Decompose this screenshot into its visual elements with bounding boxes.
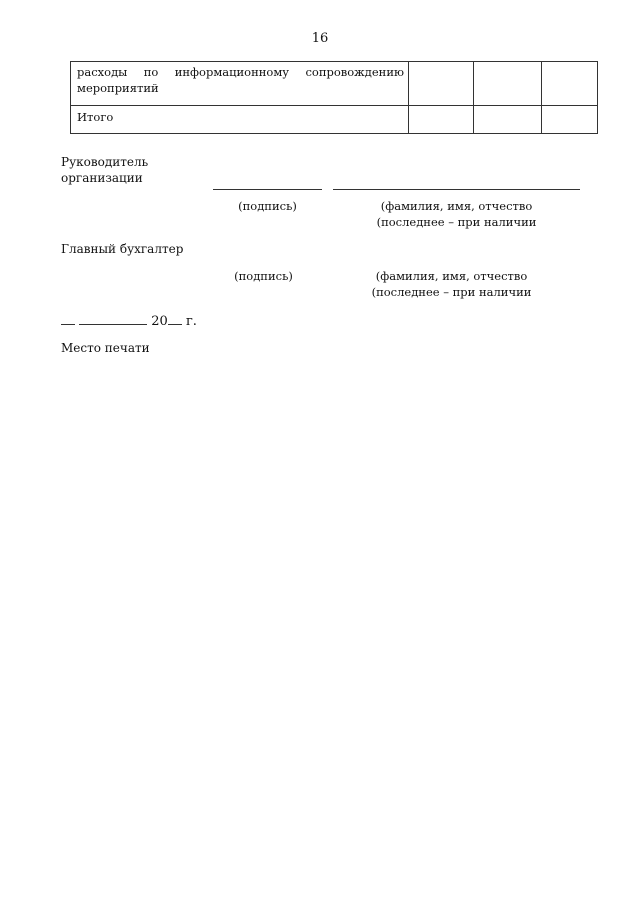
table-cell [409, 106, 474, 134]
accountant-name-caption [325, 268, 578, 300]
head-label-line2: организации [61, 171, 143, 185]
head-signature-line [213, 189, 322, 190]
date-line [61, 311, 197, 331]
table-cell-label: расходы по информационному сопровождению мероприятий [71, 62, 409, 106]
head-label-line1: Руководитель [61, 155, 149, 169]
date-year-prefix: 20 [151, 314, 168, 329]
head-label [61, 154, 148, 186]
stamp-label: Место печати [61, 341, 150, 355]
table-cell [409, 62, 474, 106]
head-name-caption-line1: (фамилия, имя, отчество [380, 199, 533, 213]
table-cell [474, 106, 542, 134]
date-year-suffix: г. [181, 314, 197, 329]
accountant-label: Главный бухгалтер [61, 242, 184, 256]
accountant-name-caption-line2: (последнее – при наличии [371, 285, 532, 299]
head-name-line [333, 189, 580, 190]
expense-table [70, 61, 598, 134]
head-signature-caption: (подпись) [238, 199, 297, 213]
date-day-blank [61, 311, 75, 325]
table-cell [474, 62, 542, 106]
page-number: 16 [311, 31, 329, 46]
accountant-signature-caption: (подпись) [234, 269, 293, 283]
head-name-caption-line2: (последнее – при наличии [376, 215, 537, 229]
table-cell [542, 62, 598, 106]
table-row [71, 106, 598, 134]
date-month-blank [79, 311, 147, 325]
table-row [71, 62, 598, 106]
table-cell [542, 106, 598, 134]
date-year-blank [168, 311, 182, 325]
head-name-caption [330, 198, 583, 230]
table-cell-label: Итого [71, 106, 409, 134]
accountant-name-caption-line1: (фамилия, имя, отчество [375, 269, 528, 283]
